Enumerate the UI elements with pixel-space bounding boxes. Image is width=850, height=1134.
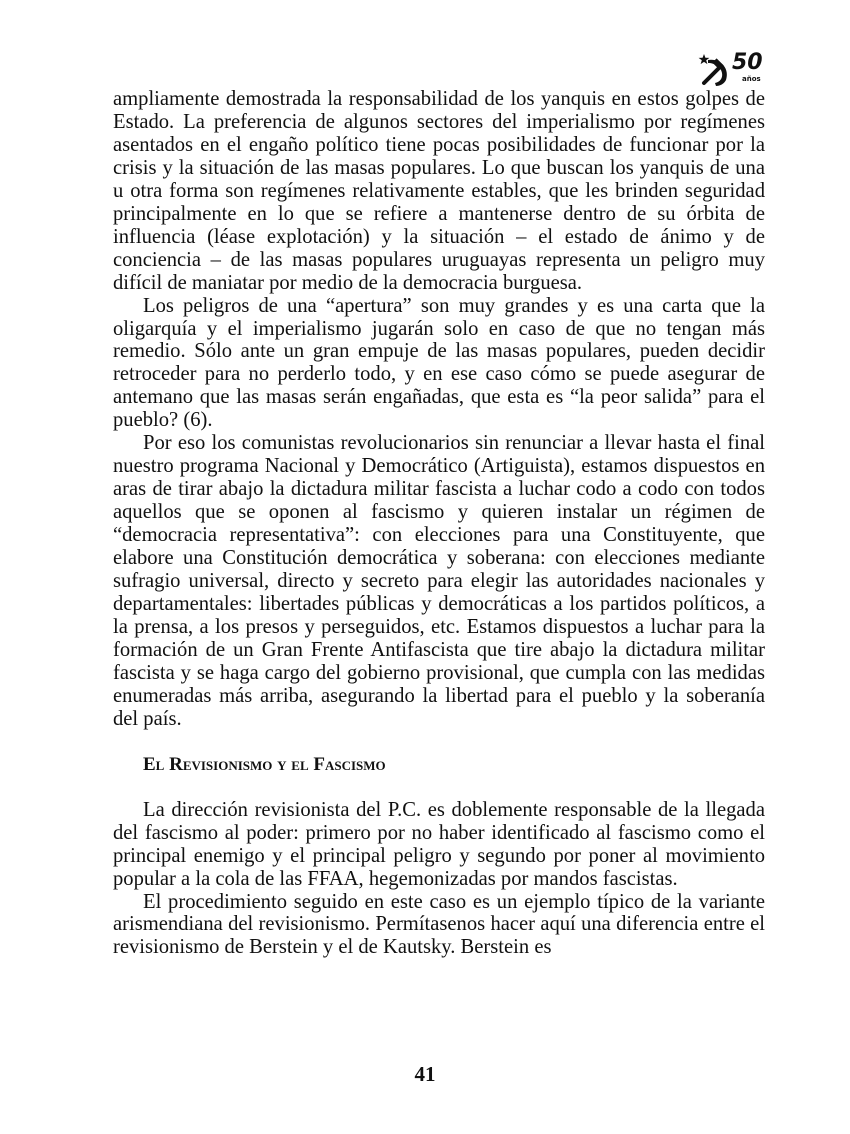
header-logo (698, 52, 768, 90)
logo-subtext: años (742, 75, 761, 83)
section-heading: El Revisionismo y el Fascismo (143, 753, 386, 775)
page-number: 41 (414, 1062, 436, 1086)
paragraph: Los peligros de una “apertura” son muy grandes y es una carta que la oligarquía y el imperialismo jugarán solo en caso de que no tengan más remedio. Sólo ante un gran empuje de las masas populares, pueden decidir retroceder para no perderlo todo, y en ese caso cómo se puede asegurar de antemano que las masas serán engañadas, que esta es “la peor salida” para el pueblo? (6). (113, 294, 765, 432)
paragraph: La dirección revisionista del P.C. es doblemente responsable de la llegada del fascismo al poder: primero por no haber identificado al fascismo como el principal enemigo y el principal peligro y segundo por poner al movimiento popular a la cola de las FFAA, hegemonizadas por mandos fascistas. (113, 798, 765, 890)
paragraph: ampliamente demostrada la responsabilidad de los yanquis en estos golpes de Estado. La preferencia de algunos sectores del imperialismo por regímenes asentados en el engaño político tiene pocas posibilidades de funcionar por la crisis y la situación de las masas populares. Lo que buscan los yanquis de una u otra forma son regímenes relativamente estables, que les brinden seguridad principalmente en lo que se refiere a mantenerse dentro de su órbita de influencia (léase explotación) y la situación – el estado de ánimo y de conciencia – de las masas populares uruguayas representa un peligro muy difícil de maniatar por medio de la democracia burguesa. (113, 88, 765, 294)
logo-number: 50 (732, 50, 763, 75)
paragraph: El procedimiento seguido en este caso es un ejemplo típico de la variante arismendiana del revisionismo. Permítasenos hacer aquí una diferencia entre el revisionismo de Berstein y el de Kautsky. Berstein es (113, 890, 765, 959)
page-content (113, 88, 765, 959)
paragraph: Por eso los comunistas revolucionarios sin renunciar a llevar hasta el final nuestro programa Nacional y Democrático (Artiguista), estamos dispuestos en aras de tirar abajo la dictadura militar fascista a luchar codo a codo con todos aquellos que se oponen al fascismo y quieren instalar un régimen de “democracia representativa”: con elecciones para una Constituyente, que elabore una Constitución democrática y soberana: con elecciones mediante sufragio universal, directo y secreto para elegir las autoridades nacionales y departamentales: libertades públicas y democráticas a los partidos políticos, a la prensa, a los presos y perseguidos, etc. Estamos dispuestos a luchar para la formación de un Gran Frente Antifascista que tire abajo la dictadura militar fascista y se haga cargo del gobierno provisional, que cumpla con las medidas enumeradas más arriba, asegurando la libertad para el pueblo y la soberanía del país. (113, 432, 765, 730)
